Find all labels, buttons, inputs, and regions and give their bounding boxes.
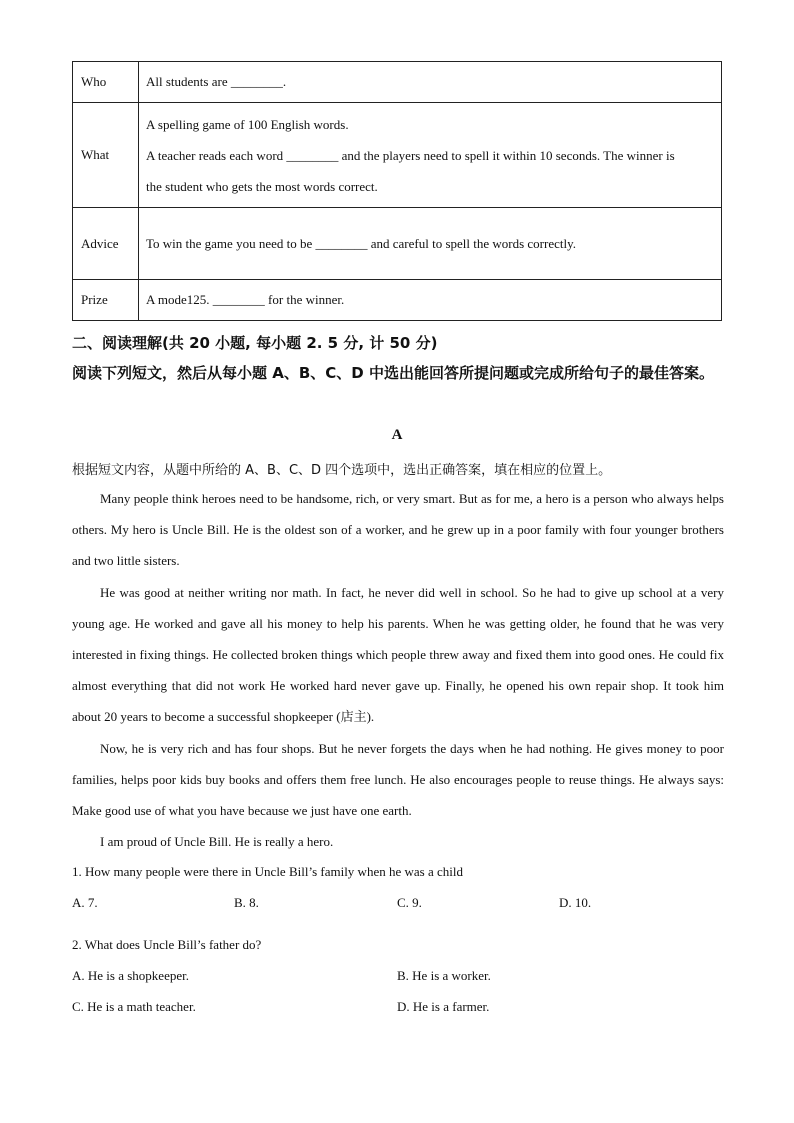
prize-label: Prize: [73, 280, 139, 321]
passage-paragraph-1: Many people think heroes need to be handsome, rich, or very smart. But as for me, a hero is a person who always helps others. My hero is Uncle Bill. He is the oldest son of a worker, and he grew up in a poor family with four younger brothers and two little sisters.: [72, 491, 724, 569]
table-row-prize: [73, 280, 722, 321]
what-label: What: [73, 103, 139, 208]
question-2-text: 2. What does Uncle Bill’s father do?: [72, 937, 262, 952]
question-1-option-a: A. 7.: [72, 895, 98, 910]
what-line-3: the student who gets the most words correct.: [146, 178, 378, 194]
question-1-option-c: C. 9.: [397, 895, 422, 910]
passage-hint: 根据短文内容，从题中所给的 A、B、C、D 四个选项中，选出正确答案，填在相应的位置上。: [72, 463, 612, 478]
table-row-who: [73, 62, 722, 103]
activity-info-table: [72, 61, 722, 321]
question-2-option-b: B. He is a worker.: [397, 968, 491, 983]
passage-paragraph-3: Now, he is very rich and has four shops. But he never forgets the days when he had nothing. He gives money to poor families, helps poor kids buy books and offers them free lunch. He also encourages people to reuse things. He always says: Make good use of what you have because we just have one earth.: [72, 740, 724, 819]
table-row-what: [73, 103, 722, 208]
table-row-advice: [73, 208, 722, 280]
passage-letter: A: [391, 427, 403, 443]
who-value: All students are ________.: [139, 62, 722, 103]
question-2-option-d: D. He is a farmer.: [397, 999, 490, 1014]
advice-label: Advice: [73, 208, 139, 280]
what-line-1: A spelling game of 100 English words.: [146, 116, 349, 132]
section-heading: 二、阅读理解(共 20 小题, 每小题 2. 5 分, 计 50 分): [72, 334, 438, 352]
what-value: [139, 103, 722, 208]
who-label: Who: [73, 62, 139, 103]
question-1-text: 1. How many people were there in Uncle Bill’s family when he was a child: [72, 864, 463, 879]
reading-passage: [72, 483, 724, 857]
passage-paragraph-4: I am proud of Uncle Bill. He is really a hero.: [100, 834, 334, 850]
advice-value: To win the game you need to be ________ and careful to spell the words correctly.: [139, 208, 722, 280]
question-1-option-d: D. 10.: [559, 895, 592, 910]
question-1-option-b: B. 8.: [234, 895, 259, 910]
question-2-option-c: C. He is a math teacher.: [72, 999, 196, 1014]
question-2-option-a: A. He is a shopkeeper.: [72, 968, 189, 983]
prize-value: A mode125. ________ for the winner.: [139, 280, 722, 321]
section-instruction: 阅读下列短文，然后从每小题 A、B、C、D 中选出能回答所提问题或完成所给句子的最佳答案。: [72, 364, 714, 382]
what-line-2: A teacher reads each word ________ and the players need to spell it within 10 seconds. The winner is: [146, 147, 675, 163]
passage-paragraph-2: He was good at neither writing nor math. In fact, he never did well in school. So he had to give up school at a very young age. He worked and gave all his money to help his parents. When he was getting older, he found that he was very interested in fixing things. He collected broken things which people threw away and fixed them into good ones. He could fix almost everything that did not work He worked hard never gave up. Finally, he opened his own repair shop. It took him about 20 years to become a successful shopkeeper (店主).: [72, 584, 724, 725]
